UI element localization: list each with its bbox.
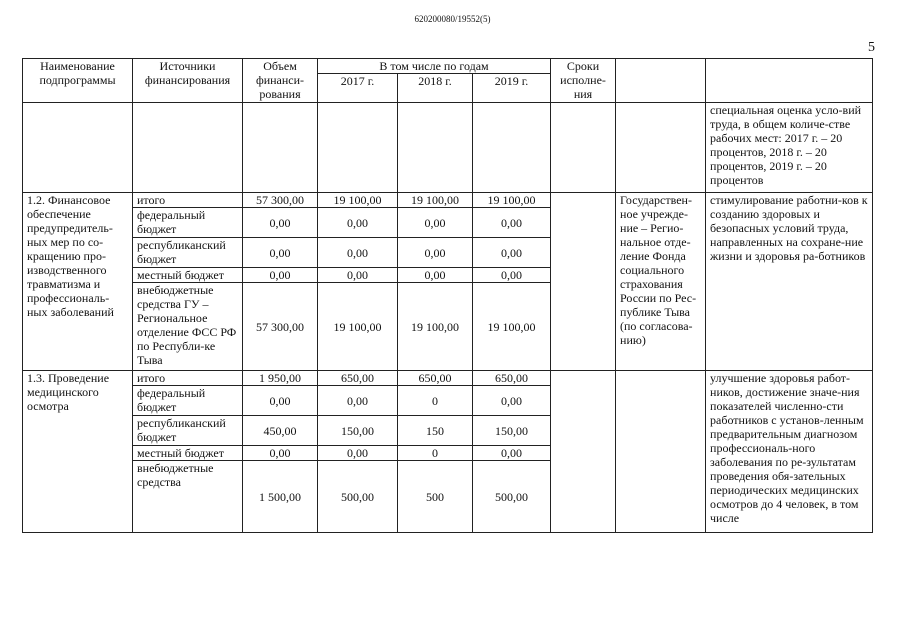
year-2017-cell: 19 100,00 — [318, 283, 398, 371]
year-2019-cell: 0,00 — [473, 238, 551, 268]
source-cell: итого — [133, 193, 243, 208]
year-2017-cell: 19 100,00 — [318, 193, 398, 208]
year-2018-cell: 0,00 — [398, 238, 473, 268]
header-terms: Сроки исполне-ния — [551, 59, 616, 103]
year-2017-cell: 0,00 — [318, 386, 398, 416]
year-2019-cell: 0,00 — [473, 208, 551, 238]
document-header-code: 620200080/19552(5) — [414, 14, 491, 24]
volume-cell: 0,00 — [243, 238, 318, 268]
year-2017-cell: 150,00 — [318, 416, 398, 446]
source-cell: федеральный бюджет — [133, 386, 243, 416]
section-1-3-result: улучшение здоровья работ-ников, достижение значе-ния показателей численно-сти работников с установ-ленным предварительным диагнозом профессиональ-ного заболевания по ре-зультатам проведения обя-зательных периодических медицинских осмотров до 4 человек, в том числе — [706, 371, 873, 533]
header-name: Наименование подпрограммы — [23, 59, 133, 103]
year-2019-cell: 150,00 — [473, 416, 551, 446]
year-2017-cell: 0,00 — [318, 238, 398, 268]
financing-table — [22, 58, 873, 533]
volume-cell: 0,00 — [243, 208, 318, 238]
year-2018-cell: 650,00 — [398, 371, 473, 386]
year-2019-cell: 0,00 — [473, 386, 551, 416]
table-row — [23, 193, 873, 208]
source-cell: республиканский бюджет — [133, 238, 243, 268]
volume-cell: 57 300,00 — [243, 193, 318, 208]
year-2019-cell: 0,00 — [473, 268, 551, 283]
year-2019-cell: 19 100,00 — [473, 283, 551, 371]
volume-cell: 1 950,00 — [243, 371, 318, 386]
section-1-3-name: 1.3. Проведение медицинского осмотра — [23, 371, 133, 533]
year-2019-cell: 19 100,00 — [473, 193, 551, 208]
header-year-2019: 2019 г. — [473, 74, 551, 103]
volume-cell: 0,00 — [243, 386, 318, 416]
section-1-2-terms — [551, 193, 616, 371]
header-result — [706, 59, 873, 103]
year-2018-cell: 0 — [398, 446, 473, 461]
header-year-2018: 2018 г. — [398, 74, 473, 103]
year-2019-cell: 0,00 — [473, 446, 551, 461]
source-cell: внебюджетные средства ГУ – Региональное отделение ФСС РФ по Республи-ке Тыва — [133, 283, 243, 371]
section-1-2-name: 1.2. Финансовое обеспечение предупредитель-ных мер по со-кращению про-изводственного травматизма и профессиональ-ных заболеваний — [23, 193, 133, 371]
header-executor — [616, 59, 706, 103]
source-cell: местный бюджет — [133, 446, 243, 461]
year-2018-cell: 0 — [398, 386, 473, 416]
volume-cell: 450,00 — [243, 416, 318, 446]
year-2017-cell: 0,00 — [318, 208, 398, 238]
year-2019-cell: 650,00 — [473, 371, 551, 386]
section-1-3-executor — [616, 371, 706, 533]
year-2017-cell: 0,00 — [318, 446, 398, 461]
year-2017-cell: 500,00 — [318, 461, 398, 533]
source-cell: федеральный бюджет — [133, 208, 243, 238]
source-cell: местный бюджет — [133, 268, 243, 283]
year-2018-cell: 500 — [398, 461, 473, 533]
table-row — [23, 371, 873, 386]
section-1-2-executor: Государствен-ное учрежде-ние – Регио-нальное отде-ление Фонда социального страхования России по Рес-публике Тыва (по согласова-нию) — [616, 193, 706, 371]
source-cell: республиканский бюджет — [133, 416, 243, 446]
year-2017-cell: 650,00 — [318, 371, 398, 386]
continuation-row — [23, 103, 873, 193]
year-2018-cell: 150 — [398, 416, 473, 446]
year-2018-cell: 19 100,00 — [398, 283, 473, 371]
source-cell: внебюджетные средства — [133, 461, 243, 533]
year-2018-cell: 0,00 — [398, 208, 473, 238]
page-number: 5 — [868, 40, 875, 55]
source-cell: итого — [133, 371, 243, 386]
continuation-result: специальная оценка усло-вий труда, в общем количе-стве рабочих мест: 2017 г. – 20 процентов, 2018 г. – 20 процентов, 2019 г. – 20 процентов — [706, 103, 873, 193]
volume-cell: 0,00 — [243, 268, 318, 283]
volume-cell: 57 300,00 — [243, 283, 318, 371]
year-2018-cell: 19 100,00 — [398, 193, 473, 208]
header-sources: Источники финансирования — [133, 59, 243, 103]
volume-cell: 0,00 — [243, 446, 318, 461]
header-by-years: В том числе по годам — [318, 59, 551, 74]
year-2019-cell: 500,00 — [473, 461, 551, 533]
year-2018-cell: 0,00 — [398, 268, 473, 283]
volume-cell: 1 500,00 — [243, 461, 318, 533]
year-2017-cell: 0,00 — [318, 268, 398, 283]
section-1-3-terms — [551, 371, 616, 533]
header-volume: Объем финанси-рования — [243, 59, 318, 103]
header-year-2017: 2017 г. — [318, 74, 398, 103]
section-1-2-result: стимулирование работни-ков к созданию здоровых и безопасных условий труда, направленных на сохране-ние жизни и здоровья ра-ботников — [706, 193, 873, 371]
